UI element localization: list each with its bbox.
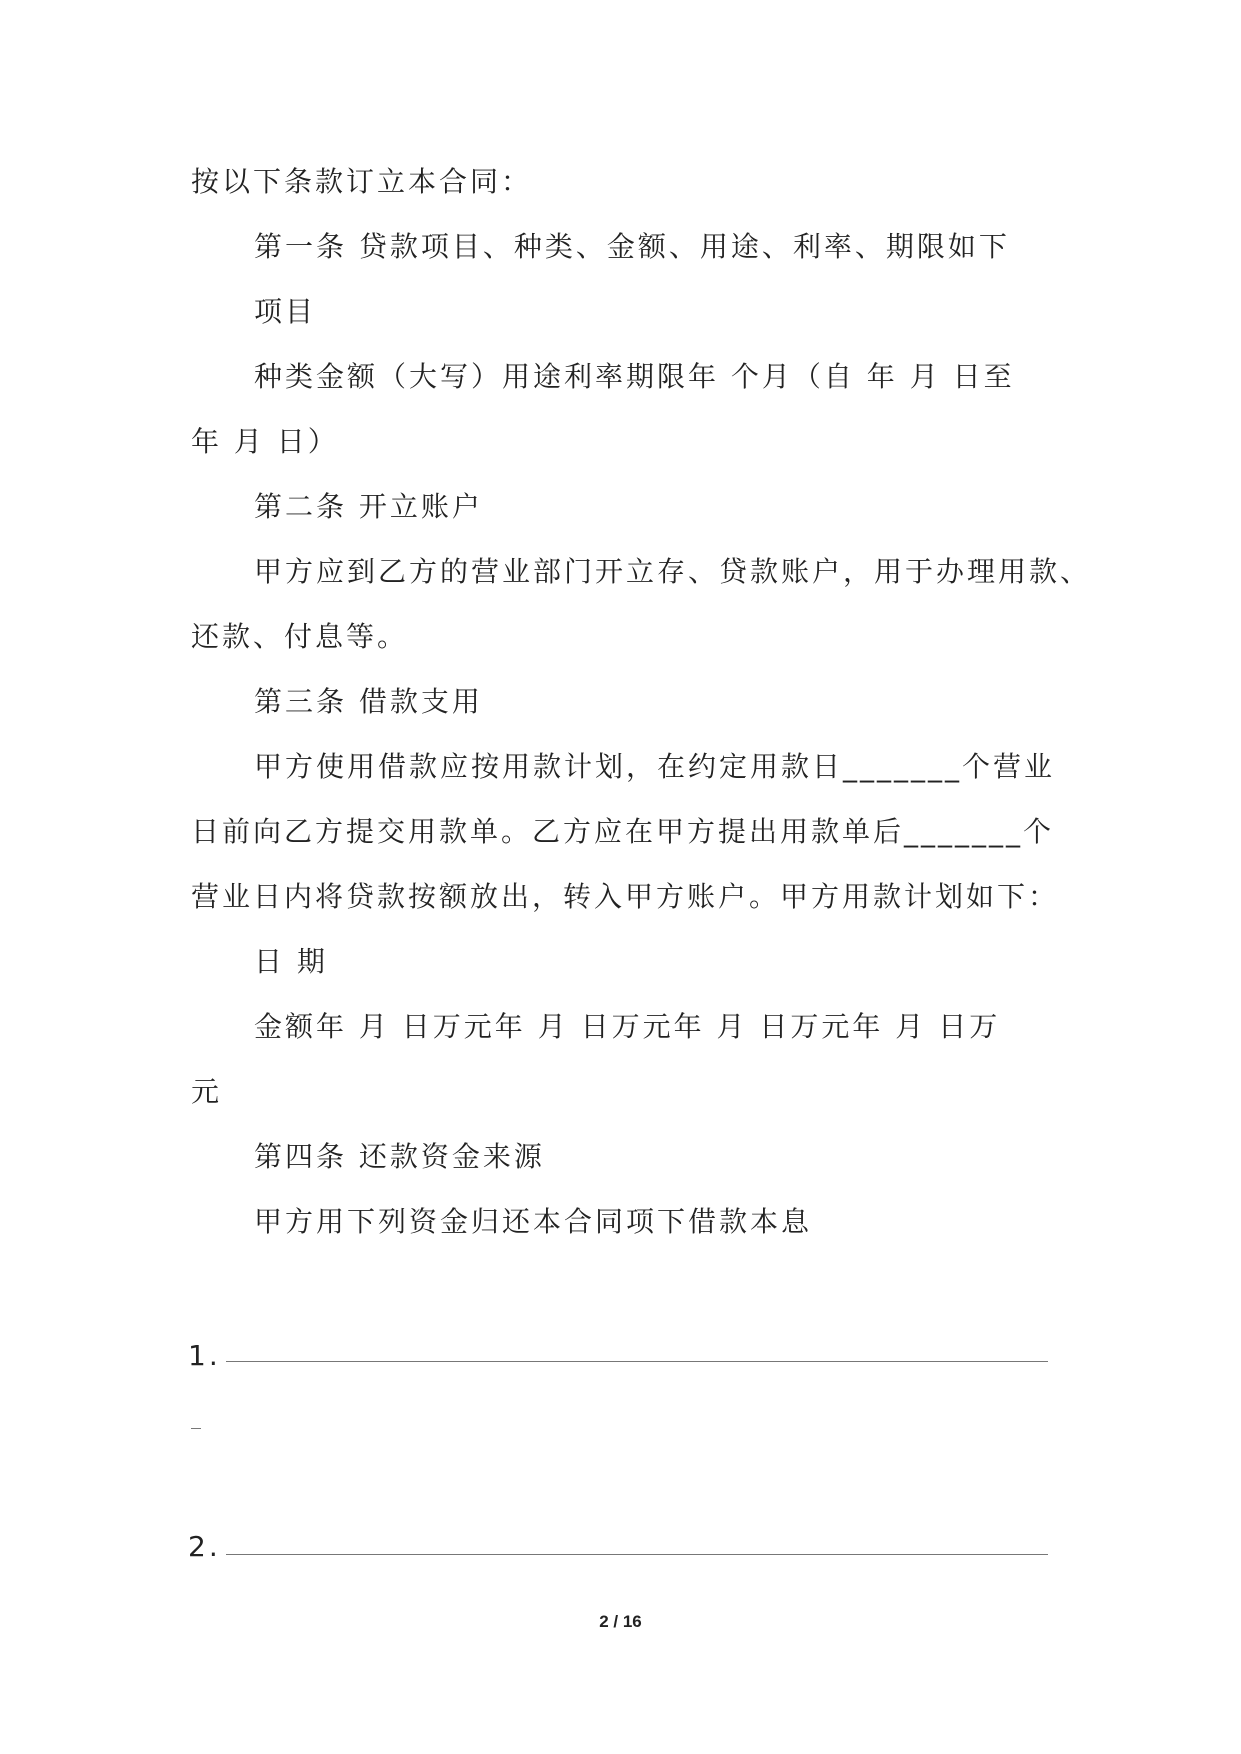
fill-in-blank (226, 1554, 1048, 1555)
text-line: 日前向乙方提交用款单。乙方应在甲方提出用款单后_______个 (191, 815, 1055, 848)
text-line: 按以下条款订立本合同： (191, 165, 533, 198)
text-line: 甲方使用借款应按用款计划，在约定用款日_______个营业 (254, 750, 1056, 783)
text-line: 种类金额（大写）用途利率期限年 个月（自 年 月 日至 (254, 360, 1015, 393)
text-line: 年 月 日） (191, 425, 339, 458)
list-number: 1. (188, 1339, 221, 1372)
text-line: 项目 (254, 295, 317, 328)
article-heading: 第二条 开立账户 (254, 490, 483, 523)
fill-in-blank (226, 1361, 1048, 1362)
text-line: 还款、付息等。 (191, 620, 409, 653)
article-heading: 第四条 还款资金来源 (254, 1140, 545, 1173)
page-number: 2 / 16 (599, 1612, 642, 1631)
fill-in-blank (191, 1428, 201, 1429)
text-line: 金额年 月 日万元年 月 日万元年 月 日万元年 月 日万 (254, 1010, 1001, 1043)
text-line: 甲方用下列资金归还本合同项下借款本息 (254, 1205, 813, 1238)
article-heading: 第三条 借款支用 (254, 685, 483, 718)
text-line: 营业日内将贷款按额放出，转入甲方账户。甲方用款计划如下： (191, 880, 1060, 913)
text-line: 元 (191, 1075, 223, 1108)
list-number: 2. (188, 1530, 221, 1563)
text-line: 甲方应到乙方的营业部门开立存、贷款账户，用于办理用款、 (254, 555, 1092, 588)
text-line: 日 期 (254, 945, 328, 978)
article-heading: 第一条 贷款项目、种类、金额、用途、利率、期限如下 (254, 230, 1010, 263)
